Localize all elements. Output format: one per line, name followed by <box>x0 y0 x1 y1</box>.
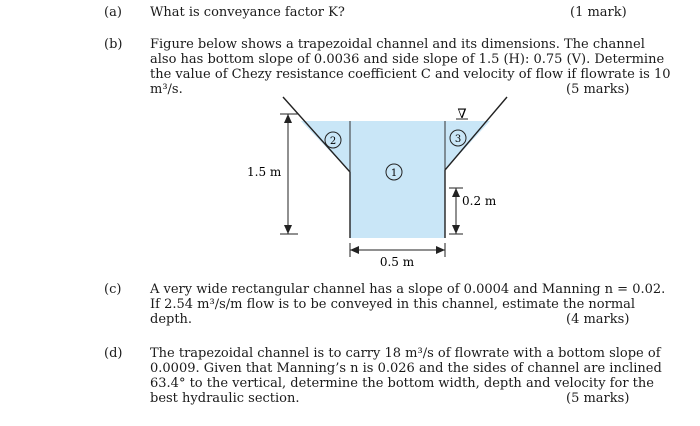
question-b-label: (b) <box>104 37 123 52</box>
region-label-3: 3 <box>454 134 462 145</box>
question-d-line: best hydraulic section. <box>150 391 300 406</box>
question-c-line: If 2.54 m³/s/m flow is to be conveyed in this channel, estimate the normal <box>150 297 636 312</box>
region-label-1: 1 <box>390 168 398 179</box>
channel-left-bank <box>283 97 350 238</box>
width-arrow-left-icon <box>350 246 359 254</box>
channel-right-bank <box>445 97 507 238</box>
region-label-2: 2 <box>329 136 337 147</box>
water-surface-symbol: ∇ <box>457 107 467 122</box>
question-d-line: 0.0009. Given that Manning’s n is 0.026 and the sides of channel are inclined <box>150 361 662 376</box>
question-a-line: What is conveyance factor K? <box>150 5 345 20</box>
question-d-line: 63.4° to the vertical, determine the bottom width, depth and velocity for the <box>150 376 654 391</box>
step-arrow-bottom-icon <box>452 225 460 234</box>
question-b-line: the value of Chezy resistance coefficient C and velocity of flow if flowrate is 10 <box>150 67 671 82</box>
question-c-line: depth. <box>150 312 193 327</box>
question-d-marks: (5 marks) <box>566 391 630 406</box>
question-a-label: (a) <box>104 5 122 20</box>
question-c-label: (c) <box>104 282 122 297</box>
question-d-label: (d) <box>104 346 123 361</box>
question-b-line: also has bottom slope of 0.0036 and side slope of 1.5 (H): 0.75 (V). Determine <box>150 52 665 67</box>
question-b-marks: (5 marks) <box>566 82 630 97</box>
depth-label: 1.5 m <box>247 165 282 179</box>
step-arrow-top-icon <box>452 188 460 197</box>
width-arrow-right-icon <box>436 246 445 254</box>
question-c-line: A very wide rectangular channel has a slope of 0.0004 and Manning n = 0.02. <box>150 282 666 297</box>
question-b-line: m³/s. <box>150 82 183 97</box>
depth-arrow-top-icon <box>284 114 292 123</box>
question-a-marks: (1 mark) <box>570 5 627 20</box>
question-c-marks: (4 marks) <box>566 312 630 327</box>
question-b-line: Figure below shows a trapezoidal channel and its dimensions. The channel <box>150 37 645 52</box>
step-label: 0.2 m <box>462 194 497 208</box>
question-d-line: The trapezoidal channel is to carry 18 m³/s of flowrate with a bottom slope of <box>150 346 661 361</box>
width-label: 0.5 m <box>379 255 415 269</box>
depth-arrow-bottom-icon <box>284 225 292 234</box>
